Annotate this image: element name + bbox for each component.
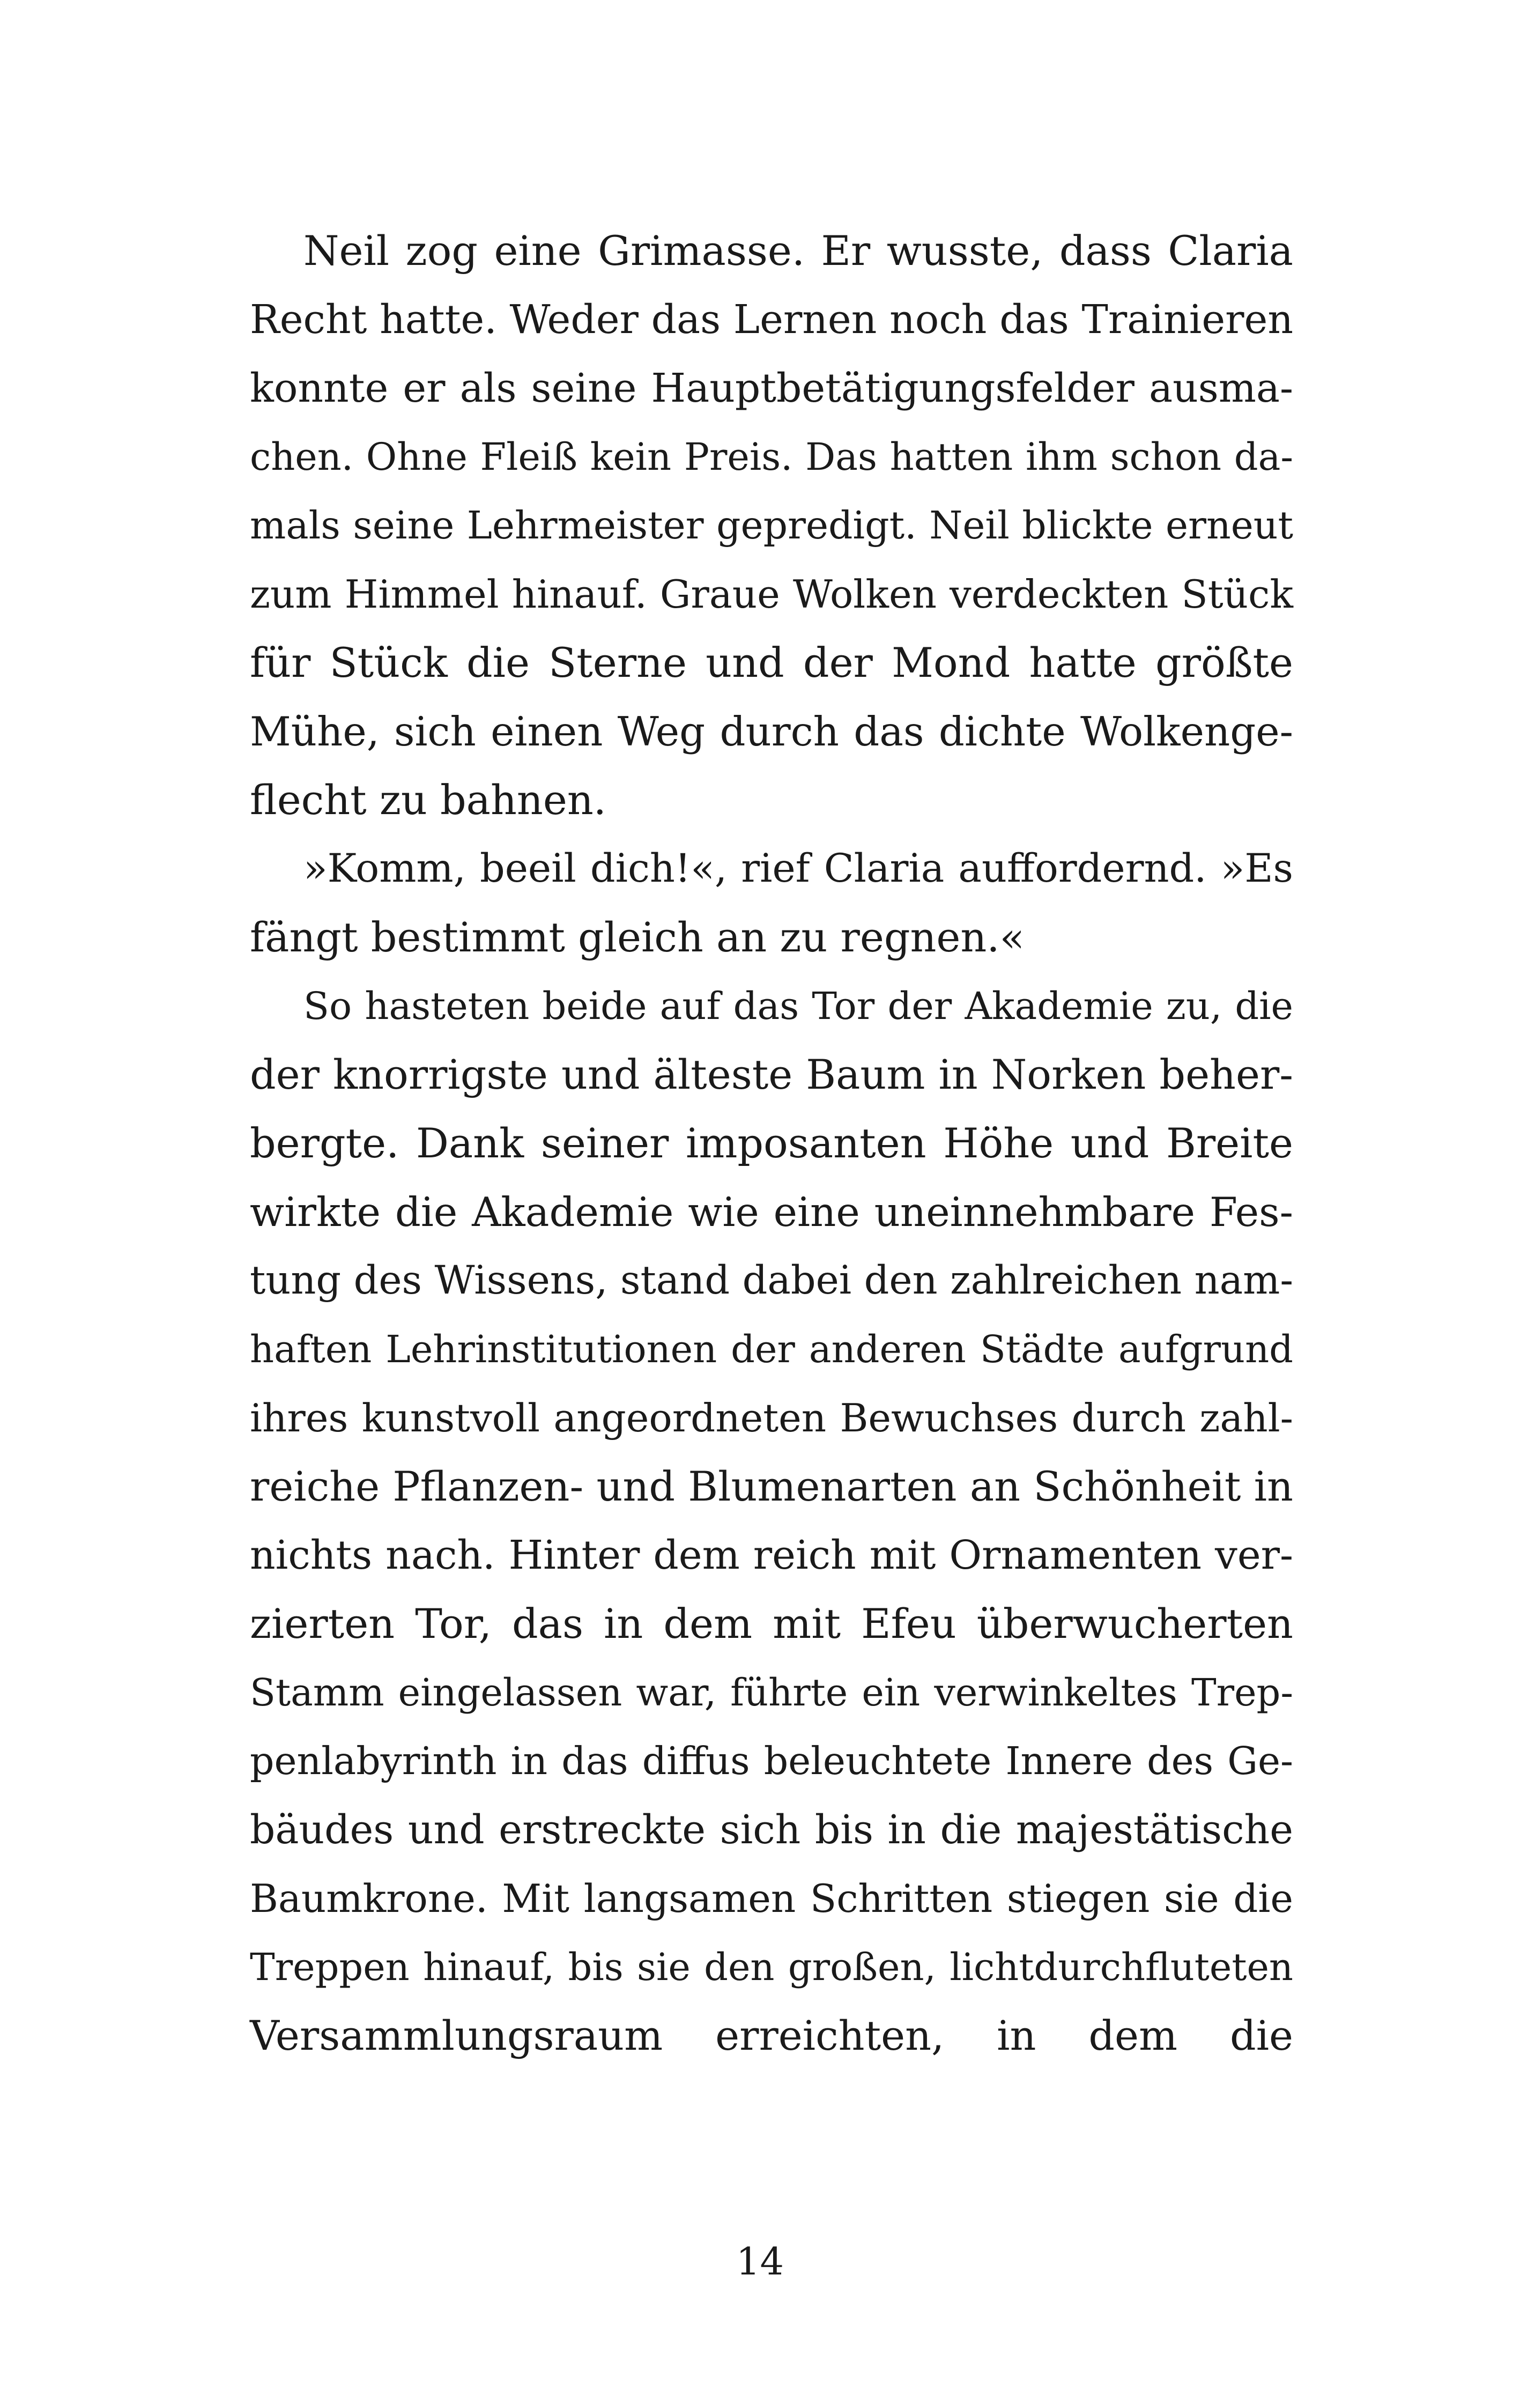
- text-line: bergte. Dank seiner imposanten Höhe und Breite: [250, 1119, 1293, 1167]
- text-line: haften Lehrinstitutionen der anderen Städte aufgrund: [250, 1327, 1293, 1371]
- text-line: ihres kunstvoll angeordneten Bewuchses durch zahl-: [250, 1395, 1293, 1441]
- text-line: zum Himmel hinauf. Graue Wolken verdeckten Stück: [250, 572, 1293, 617]
- text-line: fängt bestimmt gleich an zu regnen.«: [250, 913, 1025, 961]
- text-line: Neil zog eine Grimasse. Er wusste, dass Claria: [303, 227, 1293, 275]
- page-number: 14: [736, 2240, 784, 2284]
- text-line: reiche Pflanzen- und Blumenarten an Schönheit in: [250, 1462, 1293, 1510]
- body-text: [250, 217, 1293, 2070]
- text-line: Treppen hinauf, bis sie den großen, lichtdurchfluteten: [250, 1945, 1293, 1989]
- text-line: Recht hatte. Weder das Lernen noch das Trainieren: [250, 297, 1293, 343]
- text-line: penlabyrinth in das diffus beleuchtete Innere des Ge-: [250, 1739, 1293, 1783]
- text-line: tung des Wissens, stand dabei den zahlreichen nam-: [250, 1258, 1293, 1303]
- text-line: chen. Ohne Fleiß kein Preis. Das hatten ihm schon da-: [250, 435, 1293, 479]
- text-line: für Stück die Sterne und der Mond hatte größte: [250, 639, 1293, 686]
- text-line: zierten Tor, das in dem mit Efeu überwucherten: [250, 1600, 1293, 1648]
- text-line: Mühe, sich einen Weg durch das dichte Wolkenge-: [250, 708, 1293, 755]
- text-line: Stamm eingelassen war, führte ein verwinkeltes Trep-: [250, 1671, 1293, 1715]
- text-line: Baumkrone. Mit langsamen Schritten stiegen sie die: [250, 1876, 1293, 1921]
- text-line: der knorrigste und älteste Baum in Norken beher-: [250, 1051, 1293, 1098]
- text-line: bäudes und erstreckte sich bis in die majestätische: [250, 1807, 1293, 1853]
- text-line: wirkte die Akademie wie eine uneinnehmbare Fes-: [250, 1188, 1293, 1236]
- text-line: mals seine Lehrmeister gepredigt. Neil blickte erneut: [250, 503, 1293, 548]
- text-line: Versammlungsraum erreichten, in dem die: [250, 2012, 1293, 2059]
- text-line: konnte er als seine Hauptbetätigungsfelder ausma-: [250, 365, 1293, 411]
- text-line: »Komm, beeil dich!«, rief Claria auffordernd. »Es: [303, 846, 1293, 891]
- text-line: nichts nach. Hinter dem reich mit Ornamenten ver-: [250, 1532, 1293, 1578]
- text-line: flecht zu bahnen.: [250, 776, 606, 824]
- text-line: So hasteten beide auf das Tor der Akademie zu, die: [303, 984, 1293, 1028]
